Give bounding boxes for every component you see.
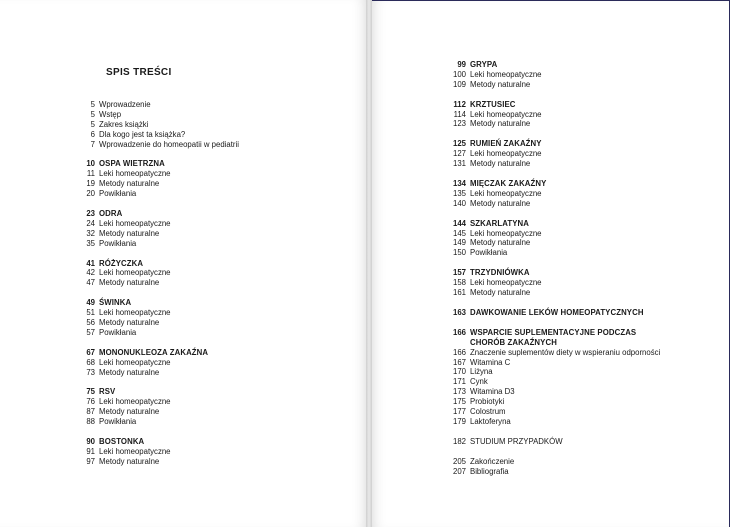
toc-page-number: 175 — [452, 397, 466, 407]
toc-page-number: 134 — [452, 179, 466, 189]
toc-entry-text: Leki homeopatyczne — [99, 218, 171, 228]
toc-page-number: 170 — [452, 367, 466, 377]
toc-group — [78, 348, 358, 378]
toc-page-number: 91 — [86, 446, 95, 456]
toc-page-number: 166 — [452, 347, 466, 357]
toc-group — [440, 328, 725, 427]
toc-page-number: 57 — [86, 327, 95, 337]
toc-entry — [440, 278, 725, 288]
toc-entry-text: Metody naturalne — [470, 198, 531, 208]
toc-section-heading — [78, 298, 358, 308]
toc-entry — [78, 368, 358, 378]
toc-group — [78, 100, 358, 149]
toc-page-number: 167 — [452, 357, 466, 367]
toc-entry-text: OSPA WIETRZNA — [99, 159, 165, 169]
toc-entry — [78, 447, 358, 457]
toc-entry-text: Leki homeopatyczne — [470, 109, 542, 119]
toc-entry — [78, 397, 358, 407]
toc-entry — [78, 229, 358, 239]
toc-entry — [440, 288, 725, 298]
toc-entry-text: Metody naturalne — [99, 228, 160, 238]
toc-entry-text: Powikłania — [99, 327, 137, 337]
toc-page-number: 179 — [452, 416, 466, 426]
toc-entry-text: RÓŻYCZKA — [99, 258, 144, 268]
toc-entry-text: Metody naturalne — [470, 119, 531, 129]
toc-entry — [78, 417, 358, 427]
toc-entry-text: Leki homeopatyczne — [470, 228, 542, 238]
toc-entry — [78, 308, 358, 318]
toc-entry-text: Metody naturalne — [470, 238, 531, 248]
toc-page-number: 205 — [452, 456, 466, 466]
toc-group — [440, 308, 725, 318]
toc-entry-text: Powikłania — [470, 248, 508, 258]
toc-entry-text: WSPARCIE SUPLEMENTACYJNE PODCZAS CHORÓB ZAKAŹNYCH — [470, 327, 637, 347]
toc-page-number: 157 — [452, 268, 466, 278]
toc-entry — [78, 268, 358, 278]
toc-group — [440, 219, 725, 259]
toc-entry-text: Leki homeopatyczne — [99, 446, 171, 456]
toc-entry-text: Colostrum — [470, 406, 506, 416]
toc-section-heading — [440, 179, 725, 189]
toc-entry-text: RSV — [99, 387, 116, 397]
toc-page-number: 127 — [452, 149, 466, 159]
toc-page-number: 140 — [452, 198, 466, 208]
toc-page-number: 109 — [452, 79, 466, 89]
toc-entry — [440, 199, 725, 209]
toc-page-number: 158 — [452, 278, 466, 288]
toc-entry-text: Leki homeopatyczne — [99, 169, 171, 179]
toc-entry — [440, 229, 725, 239]
toc-section-heading — [440, 308, 725, 318]
toc-entry-text: Metody naturalne — [99, 407, 160, 417]
toc-group — [440, 179, 725, 209]
toc-entry-text: GRYPA — [470, 60, 498, 69]
toc-entry-text: Probiotyki — [470, 397, 505, 407]
toc-group — [78, 159, 358, 199]
toc-page-number: 149 — [452, 238, 466, 248]
toc-entry — [78, 169, 358, 179]
toc-page-number: 88 — [86, 417, 95, 427]
toc-entry-text: Znaczenie suplementów diety w wspieraniu odporności — [470, 347, 661, 357]
toc-entry-text: Powikłania — [99, 417, 137, 427]
toc-page-number: 11 — [86, 169, 95, 179]
toc-entry-text: Leki homeopatyczne — [470, 149, 542, 159]
toc-entry-text: Bibliografia — [470, 466, 509, 476]
toc-section-heading — [78, 259, 358, 269]
toc-page-number: 114 — [453, 109, 466, 119]
toc-entry-text: Metody naturalne — [470, 159, 531, 169]
toc-page-number: 67 — [86, 347, 95, 357]
toc-page-number: 68 — [86, 357, 95, 367]
toc-page-number: 150 — [452, 248, 466, 258]
toc-entry — [440, 417, 725, 427]
toc-page-number: 100 — [452, 69, 466, 79]
toc-page-number: 42 — [86, 268, 95, 278]
toc-page-number: 135 — [452, 188, 466, 198]
toc-page-number: 5 — [90, 100, 95, 109]
toc-column-right — [440, 60, 725, 486]
toc-page-number: 144 — [452, 218, 466, 228]
toc-page-number: 24 — [86, 218, 95, 228]
toc-entry-text: ŚWINKA — [99, 298, 132, 308]
toc-entry-text: Wprowadzenie — [99, 100, 151, 109]
toc-entry — [440, 159, 725, 169]
toc-page-number: 97 — [86, 456, 95, 466]
toc-page-number: 166 — [452, 327, 466, 337]
toc-entry — [440, 358, 725, 368]
toc-page-number: 49 — [86, 298, 95, 308]
toc-entry — [78, 189, 358, 199]
toc-group — [78, 437, 358, 467]
toc-entry — [440, 367, 725, 377]
toc-page-number: 19 — [86, 179, 95, 189]
toc-entry-text: Metody naturalne — [99, 278, 160, 288]
toc-section-heading — [440, 328, 725, 348]
toc-group — [78, 298, 358, 338]
toc-section-heading — [78, 348, 358, 358]
toc-entry-text: Witamina D3 — [470, 387, 515, 397]
toc-entry — [78, 328, 358, 338]
toc-entry-text: BOSTONKA — [99, 437, 145, 447]
toc-page-number: 99 — [457, 60, 466, 69]
toc-group — [440, 437, 725, 447]
toc-page-number: 123 — [452, 119, 466, 129]
toc-entry — [440, 189, 725, 199]
toc-entry — [440, 119, 725, 129]
toc-section-heading — [78, 437, 358, 447]
toc-group — [78, 259, 358, 289]
toc-group — [78, 387, 358, 427]
toc-entry-text: Leki homeopatyczne — [99, 268, 171, 278]
toc-entry — [78, 358, 358, 368]
toc-entry — [78, 140, 358, 150]
toc-page-number: 182 — [452, 436, 466, 446]
toc-entry — [78, 278, 358, 288]
toc-page-number: 73 — [86, 367, 95, 377]
toc-entry — [78, 100, 358, 110]
toc-entry — [440, 397, 725, 407]
toc-section-heading — [440, 268, 725, 278]
toc-entry — [440, 80, 725, 90]
toc-entry-text: Metody naturalne — [99, 318, 160, 328]
toc-entry — [440, 377, 725, 387]
toc-page-number: 76 — [86, 397, 95, 407]
toc-entry — [440, 238, 725, 248]
toc-page-number: 163 — [452, 307, 466, 317]
toc-section-heading — [78, 209, 358, 219]
toc-entry-text: Cynk — [470, 377, 488, 387]
toc-entry-text: Metody naturalne — [99, 367, 160, 377]
toc-page-number: 90 — [86, 437, 95, 447]
toc-title: SPIS TREŚCI — [106, 67, 172, 78]
toc-page-number: 5 — [90, 119, 95, 129]
toc-group — [440, 100, 725, 130]
toc-column-left — [78, 100, 358, 477]
toc-entry-text: SZKARLATYNA — [470, 218, 529, 228]
toc-entry — [440, 70, 725, 80]
toc-entry — [78, 318, 358, 328]
toc-page-number: 145 — [452, 228, 466, 238]
toc-entry-text: Liżyna — [470, 367, 493, 377]
toc-section-heading — [78, 387, 358, 397]
toc-entry — [78, 120, 358, 130]
toc-entry-text: ODRA — [99, 209, 123, 219]
toc-entry-text: TRZYDNIÓWKA — [470, 268, 530, 278]
toc-page-number: 20 — [86, 189, 95, 199]
toc-entry-text: Metody naturalne — [99, 179, 160, 189]
toc-section-heading — [440, 100, 725, 110]
toc-entry-text: Wprowadzenie do homeopatii w pediatrii — [99, 139, 239, 149]
toc-entry-text: Zakończenie — [470, 456, 515, 466]
toc-entry — [78, 457, 358, 467]
toc-entry — [440, 110, 725, 120]
toc-entry-text: Leki homeopatyczne — [99, 308, 171, 318]
toc-page-number: 125 — [452, 139, 466, 149]
toc-group — [440, 268, 725, 298]
toc-entry-text: Wstęp — [99, 109, 122, 119]
toc-entry-text: STUDIUM PRZYPADKÓW — [470, 436, 563, 446]
toc-group — [78, 209, 358, 249]
toc-page-number: 87 — [86, 407, 95, 417]
toc-page-number: 47 — [86, 278, 95, 288]
toc-entry-text: Metody naturalne — [99, 456, 160, 466]
toc-entry — [440, 467, 725, 477]
toc-entry-text: Leki homeopatyczne — [99, 397, 171, 407]
toc-page-number: 112 — [453, 99, 466, 109]
toc-entry — [440, 248, 725, 258]
toc-entry — [78, 219, 358, 229]
toc-page-number: 56 — [86, 318, 95, 328]
toc-page-number: 51 — [86, 308, 95, 318]
toc-entry — [78, 239, 358, 249]
toc-page-number: 7 — [90, 139, 95, 149]
toc-page-number: 32 — [86, 228, 95, 238]
toc-entry — [440, 149, 725, 159]
toc-entry-text: Metody naturalne — [470, 288, 531, 298]
toc-entry — [78, 130, 358, 140]
toc-section-heading — [78, 159, 358, 169]
toc-entry-text: Dla kogo jest ta książka? — [99, 129, 186, 139]
toc-entry-text: DAWKOWANIE LEKÓW HOMEOPATYCZNYCH — [470, 307, 644, 317]
toc-page-number: 41 — [86, 258, 95, 268]
toc-entry-text: Zakres książki — [99, 119, 149, 129]
toc-page-number: 23 — [86, 209, 95, 219]
toc-page-number: 5 — [90, 109, 95, 119]
toc-page-number: 173 — [452, 387, 466, 397]
toc-entry-text: Laktoferyna — [470, 416, 511, 426]
toc-entry-text: Leki homeopatyczne — [470, 188, 542, 198]
toc-section-heading — [440, 219, 725, 229]
toc-entry — [440, 387, 725, 397]
toc-page-number: 75 — [86, 387, 95, 397]
toc-group — [440, 139, 725, 169]
toc-page-number: 177 — [452, 406, 466, 416]
toc-entry-text: Witamina C — [470, 357, 511, 367]
toc-section-heading — [440, 139, 725, 149]
toc-group — [440, 60, 725, 90]
toc-section-heading — [440, 60, 725, 70]
toc-page-number: 35 — [86, 238, 95, 248]
toc-entry-text: Powikłania — [99, 238, 137, 248]
toc-entry-text: RUMIEŃ ZAKAŹNY — [470, 139, 542, 149]
toc-entry-text: Metody naturalne — [470, 79, 531, 89]
toc-entry-text: KRZTUSIEC — [470, 99, 516, 109]
toc-page-number: 131 — [452, 159, 466, 169]
toc-entry — [440, 457, 725, 467]
toc-entry — [440, 348, 725, 358]
toc-entry-text: Powikłania — [99, 189, 137, 199]
toc-entry — [78, 407, 358, 417]
toc-page-number: 207 — [452, 466, 466, 476]
toc-group — [440, 457, 725, 477]
toc-entry-text: MONONUKLEOZA ZAKAŹNA — [99, 347, 209, 357]
toc-page-number: 171 — [452, 377, 466, 387]
toc-page-number: 161 — [452, 288, 466, 298]
toc-entry-text: Leki homeopatyczne — [99, 357, 171, 367]
toc-entry — [78, 179, 358, 189]
toc-entry — [78, 110, 358, 120]
toc-entry — [440, 437, 725, 447]
toc-page-number: 10 — [86, 159, 95, 169]
toc-entry-text: MIĘCZAK ZAKAŹNY — [470, 179, 547, 189]
toc-entry — [440, 407, 725, 417]
toc-entry-text: Leki homeopatyczne — [470, 278, 542, 288]
toc-page-number: 6 — [90, 129, 95, 139]
toc-entry-text: Leki homeopatyczne — [470, 69, 542, 79]
